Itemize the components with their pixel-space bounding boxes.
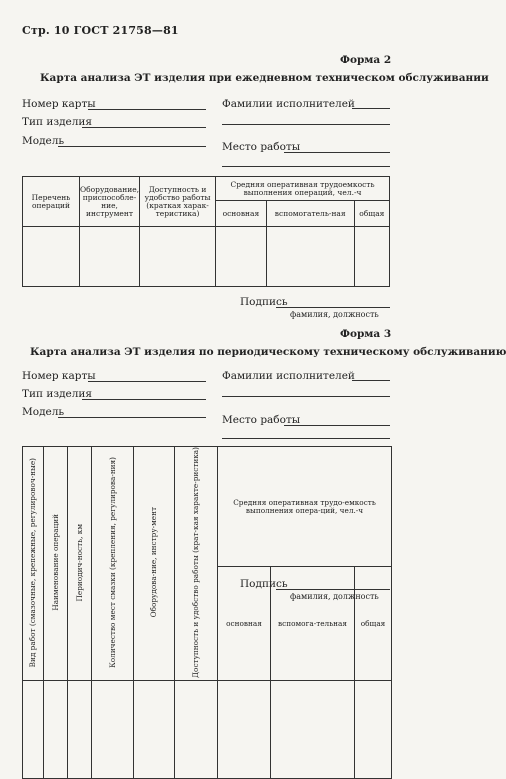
form2-col-labor-group: Средняя оперативная трудоемкость выполнения операций, чел.-ч (216, 177, 390, 201)
form2-label: Форма 2 (340, 54, 392, 66)
form2-workplace-line (284, 152, 390, 153)
form3-col-operations: Наименование операций (44, 447, 68, 681)
form2-table-row (23, 227, 390, 287)
form3-col-total: общая (355, 567, 392, 681)
form3-col-equipment: Оборудова-ние, инстру-мент (134, 447, 175, 681)
form2-product-type-line (82, 127, 206, 128)
form3-executors-line-2 (222, 396, 390, 397)
form3-model-line (58, 417, 206, 418)
form2-card-no-label: Номер карты (22, 98, 96, 110)
form2-workplace-label: Место работы (222, 141, 301, 153)
form3-signature-note: фамилия, должность (290, 592, 379, 601)
form2-analysis-table (22, 176, 390, 287)
form2-signature-note: фамилия, должность (290, 310, 379, 319)
form2-executors-label: Фамилии исполнителей (222, 98, 355, 110)
form2-col-auxiliary: вспомогатель-ная (266, 201, 354, 227)
form2-product-type-label: Тип изделия (22, 116, 93, 128)
form3-card-no-label: Номер карты (22, 370, 96, 382)
form2-workplace-line-2 (222, 166, 390, 167)
form3-signature-label: Подпись (240, 578, 288, 590)
form3-model-label: Модель (22, 406, 65, 418)
form2-col-main: основная (216, 201, 267, 227)
form2-signature-line (276, 307, 390, 308)
form3-executors-label: Фамилии исполнителей (222, 370, 355, 382)
form3-card-no-line (88, 381, 206, 382)
form2-card-no-line (88, 109, 206, 110)
form3-col-auxiliary: вспомога-тельная (270, 567, 354, 681)
form2-signature-label: Подпись (240, 296, 288, 308)
form2-col-total: общая (354, 201, 389, 227)
form3-table-row (23, 680, 392, 778)
form3-signature-line (276, 589, 390, 590)
form3-col-periodicity: Периодич-ность, км (68, 447, 92, 681)
form2-col-operations: Перечень операций (23, 177, 80, 227)
page-header: Стр. 10 ГОСТ 21758—81 (22, 24, 179, 37)
form3-analysis-table (22, 446, 392, 779)
form2-col-equipment: Оборудование, приспособле-ние, инструмент (80, 177, 140, 227)
form3-product-type-label: Тип изделия (22, 388, 93, 400)
form3-title: Карта анализа ЭТ изделия по периодическому техническому обслуживанию (30, 346, 506, 358)
form3-workplace-line-2 (222, 438, 390, 439)
form2-executors-line-2 (222, 124, 390, 125)
form2-executors-line (352, 108, 390, 109)
form2-title: Карта анализа ЭТ изделия при ежедневном техническом обслуживании (40, 72, 489, 84)
form3-workplace-line (284, 425, 390, 426)
form3-col-places-count: Количество мест смазки (крепления, регулирова-ния) (92, 447, 134, 681)
form3-product-type-line (82, 399, 206, 400)
form3-label: Форма 3 (340, 328, 392, 340)
form2-col-accessibility: Доступность и удобство работы (краткая харак-теристика) (140, 177, 216, 227)
form3-col-labor-group: Средняя оперативная трудо-емкость выполнения опера-ций, чел.-ч (218, 447, 392, 567)
form3-workplace-label: Место работы (222, 414, 301, 426)
form3-executors-line (352, 380, 390, 381)
form2-model-label: Модель (22, 135, 65, 147)
form3-col-work-type: Вид работ (смазочные, крепежные, регулировоч-ные) (23, 447, 44, 681)
form2-model-line (58, 146, 206, 147)
form3-col-accessibility: Доступность и удобство работы (крат-кая характе-ристика) (175, 447, 218, 681)
form3-col-main: основная (218, 567, 271, 681)
